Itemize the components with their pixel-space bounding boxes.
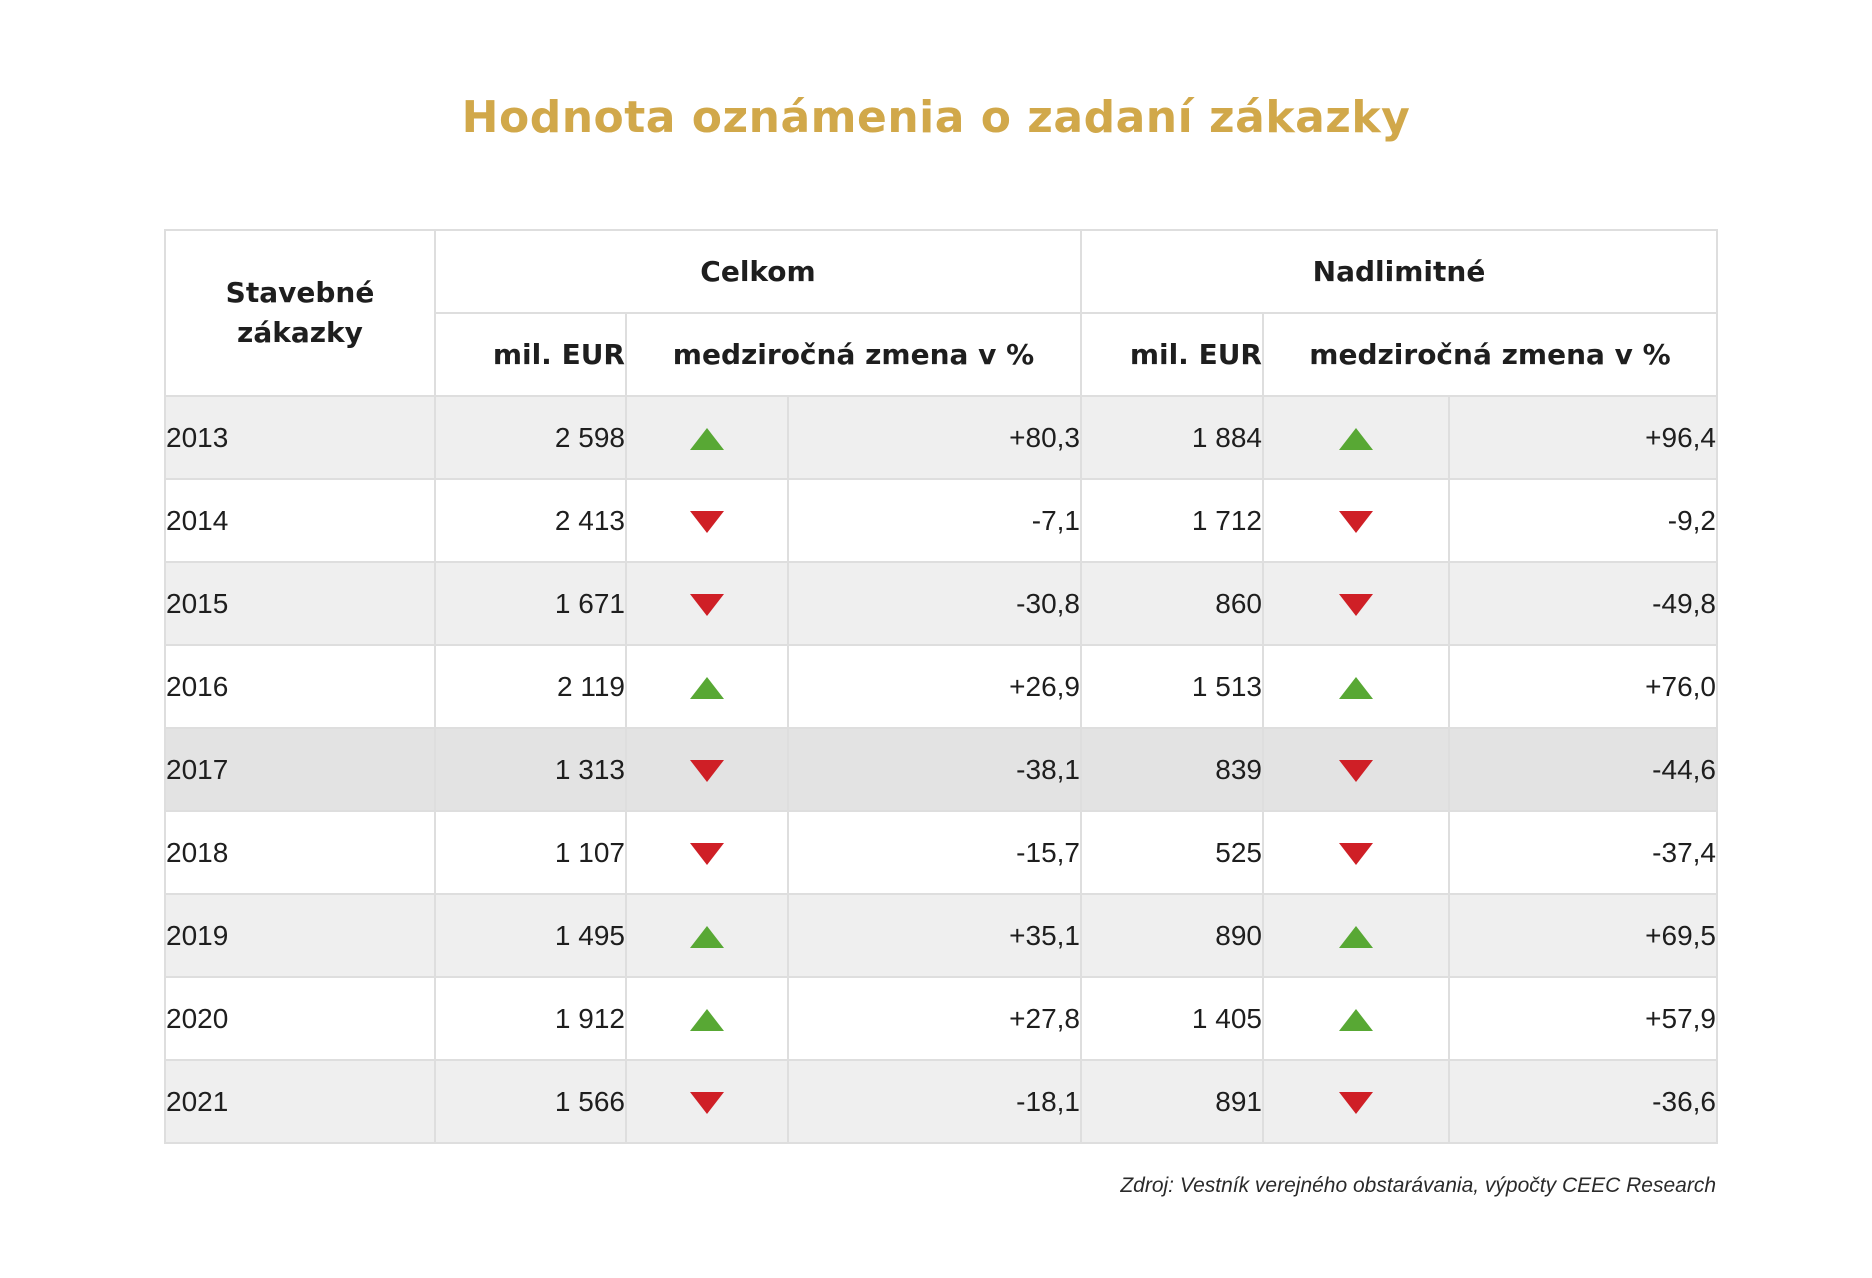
table-row bbox=[165, 728, 1717, 811]
celkom-change-cell: +35,1 bbox=[788, 894, 1081, 977]
triangle-up-icon bbox=[690, 926, 724, 948]
triangle-down-icon bbox=[1339, 1092, 1373, 1114]
nadlimitne-value-cell: 1 884 bbox=[1081, 396, 1263, 479]
triangle-down-icon bbox=[1339, 843, 1373, 865]
data-table bbox=[164, 229, 1718, 1144]
table-row bbox=[165, 562, 1717, 645]
nadlimitne-value-cell: 525 bbox=[1081, 811, 1263, 894]
triangle-down-icon bbox=[690, 843, 724, 865]
celkom-trend-cell bbox=[626, 811, 788, 894]
triangle-down-icon bbox=[1339, 594, 1373, 616]
celkom-value-cell: 1 107 bbox=[435, 811, 626, 894]
year-cell: 2015 bbox=[165, 562, 435, 645]
subheader-nadlimitne-pct: medziročná zmena v % bbox=[1263, 313, 1717, 396]
celkom-change-cell: -18,1 bbox=[788, 1060, 1081, 1143]
celkom-trend-cell bbox=[626, 562, 788, 645]
subheader-nadlimitne-eur: mil. EUR bbox=[1081, 313, 1263, 396]
nadlimitne-change-cell: +69,5 bbox=[1449, 894, 1717, 977]
celkom-trend-cell bbox=[626, 728, 788, 811]
nadlimitne-trend-cell bbox=[1263, 894, 1449, 977]
triangle-up-icon bbox=[690, 677, 724, 699]
table-row bbox=[165, 645, 1717, 728]
year-cell: 2020 bbox=[165, 977, 435, 1060]
celkom-value-cell: 2 598 bbox=[435, 396, 626, 479]
nadlimitne-change-cell: +57,9 bbox=[1449, 977, 1717, 1060]
nadlimitne-value-cell: 1 405 bbox=[1081, 977, 1263, 1060]
table-row bbox=[165, 977, 1717, 1060]
nadlimitne-value-cell: 890 bbox=[1081, 894, 1263, 977]
table-row bbox=[165, 894, 1717, 977]
celkom-value-cell: 1 495 bbox=[435, 894, 626, 977]
celkom-change-cell: -15,7 bbox=[788, 811, 1081, 894]
triangle-down-icon bbox=[690, 1092, 724, 1114]
nadlimitne-trend-cell bbox=[1263, 479, 1449, 562]
nadlimitne-change-cell: -36,6 bbox=[1449, 1060, 1717, 1143]
nadlimitne-change-cell: +96,4 bbox=[1449, 396, 1717, 479]
year-cell: 2014 bbox=[165, 479, 435, 562]
triangle-up-icon bbox=[690, 428, 724, 450]
triangle-up-icon bbox=[1339, 677, 1373, 699]
nadlimitne-value-cell: 860 bbox=[1081, 562, 1263, 645]
celkom-trend-cell bbox=[626, 977, 788, 1060]
celkom-value-cell: 1 671 bbox=[435, 562, 626, 645]
year-cell: 2017 bbox=[165, 728, 435, 811]
celkom-trend-cell bbox=[626, 645, 788, 728]
nadlimitne-value-cell: 1 513 bbox=[1081, 645, 1263, 728]
nadlimitne-change-cell: -49,8 bbox=[1449, 562, 1717, 645]
header-row-groups bbox=[165, 230, 1717, 313]
nadlimitne-trend-cell bbox=[1263, 1060, 1449, 1143]
celkom-change-cell: -7,1 bbox=[788, 479, 1081, 562]
triangle-down-icon bbox=[690, 594, 724, 616]
nadlimitne-trend-cell bbox=[1263, 396, 1449, 479]
triangle-down-icon bbox=[690, 511, 724, 533]
year-cell: 2013 bbox=[165, 396, 435, 479]
nadlimitne-value-cell: 839 bbox=[1081, 728, 1263, 811]
celkom-value-cell: 1 313 bbox=[435, 728, 626, 811]
nadlimitne-value-cell: 891 bbox=[1081, 1060, 1263, 1143]
celkom-change-cell: +27,8 bbox=[788, 977, 1081, 1060]
year-cell: 2021 bbox=[165, 1060, 435, 1143]
row-header bbox=[165, 230, 435, 396]
triangle-up-icon bbox=[1339, 926, 1373, 948]
celkom-change-cell: +26,9 bbox=[788, 645, 1081, 728]
celkom-trend-cell bbox=[626, 894, 788, 977]
triangle-up-icon bbox=[1339, 1009, 1373, 1031]
subheader-celkom-pct: medziročná zmena v % bbox=[626, 313, 1081, 396]
celkom-value-cell: 1 912 bbox=[435, 977, 626, 1060]
table-body bbox=[165, 396, 1717, 1143]
table-row bbox=[165, 1060, 1717, 1143]
subheader-celkom-eur: mil. EUR bbox=[435, 313, 626, 396]
celkom-trend-cell bbox=[626, 1060, 788, 1143]
source-note: Zdroj: Vestník verejného obstarávania, výpočty CEEC Research bbox=[1120, 1174, 1716, 1197]
triangle-up-icon bbox=[1339, 428, 1373, 450]
year-cell: 2019 bbox=[165, 894, 435, 977]
celkom-change-cell: -30,8 bbox=[788, 562, 1081, 645]
triangle-down-icon bbox=[1339, 511, 1373, 533]
triangle-down-icon bbox=[1339, 760, 1373, 782]
triangle-up-icon bbox=[690, 1009, 724, 1031]
celkom-change-cell: +80,3 bbox=[788, 396, 1081, 479]
celkom-value-cell: 2 413 bbox=[435, 479, 626, 562]
nadlimitne-change-cell: -37,4 bbox=[1449, 811, 1717, 894]
nadlimitne-trend-cell bbox=[1263, 728, 1449, 811]
celkom-trend-cell bbox=[626, 479, 788, 562]
nadlimitne-trend-cell bbox=[1263, 811, 1449, 894]
year-cell: 2016 bbox=[165, 645, 435, 728]
year-cell: 2018 bbox=[165, 811, 435, 894]
table-row bbox=[165, 479, 1717, 562]
group-header-celkom: Celkom bbox=[435, 230, 1081, 313]
celkom-change-cell: -38,1 bbox=[788, 728, 1081, 811]
nadlimitne-trend-cell bbox=[1263, 977, 1449, 1060]
table-row bbox=[165, 396, 1717, 479]
nadlimitne-change-cell: -44,6 bbox=[1449, 728, 1717, 811]
celkom-value-cell: 1 566 bbox=[435, 1060, 626, 1143]
row-header-line2: zákazky bbox=[237, 316, 363, 349]
table-row bbox=[165, 811, 1717, 894]
triangle-down-icon bbox=[690, 760, 724, 782]
nadlimitne-trend-cell bbox=[1263, 645, 1449, 728]
nadlimitne-change-cell: -9,2 bbox=[1449, 479, 1717, 562]
celkom-value-cell: 2 119 bbox=[435, 645, 626, 728]
row-header-line1: Stavebné bbox=[225, 276, 375, 309]
nadlimitne-trend-cell bbox=[1263, 562, 1449, 645]
celkom-trend-cell bbox=[626, 396, 788, 479]
group-header-nadlimitne: Nadlimitné bbox=[1081, 230, 1717, 313]
nadlimitne-value-cell: 1 712 bbox=[1081, 479, 1263, 562]
chart-title: Hodnota oznámenia o zadaní zákazky bbox=[461, 92, 1411, 143]
nadlimitne-change-cell: +76,0 bbox=[1449, 645, 1717, 728]
